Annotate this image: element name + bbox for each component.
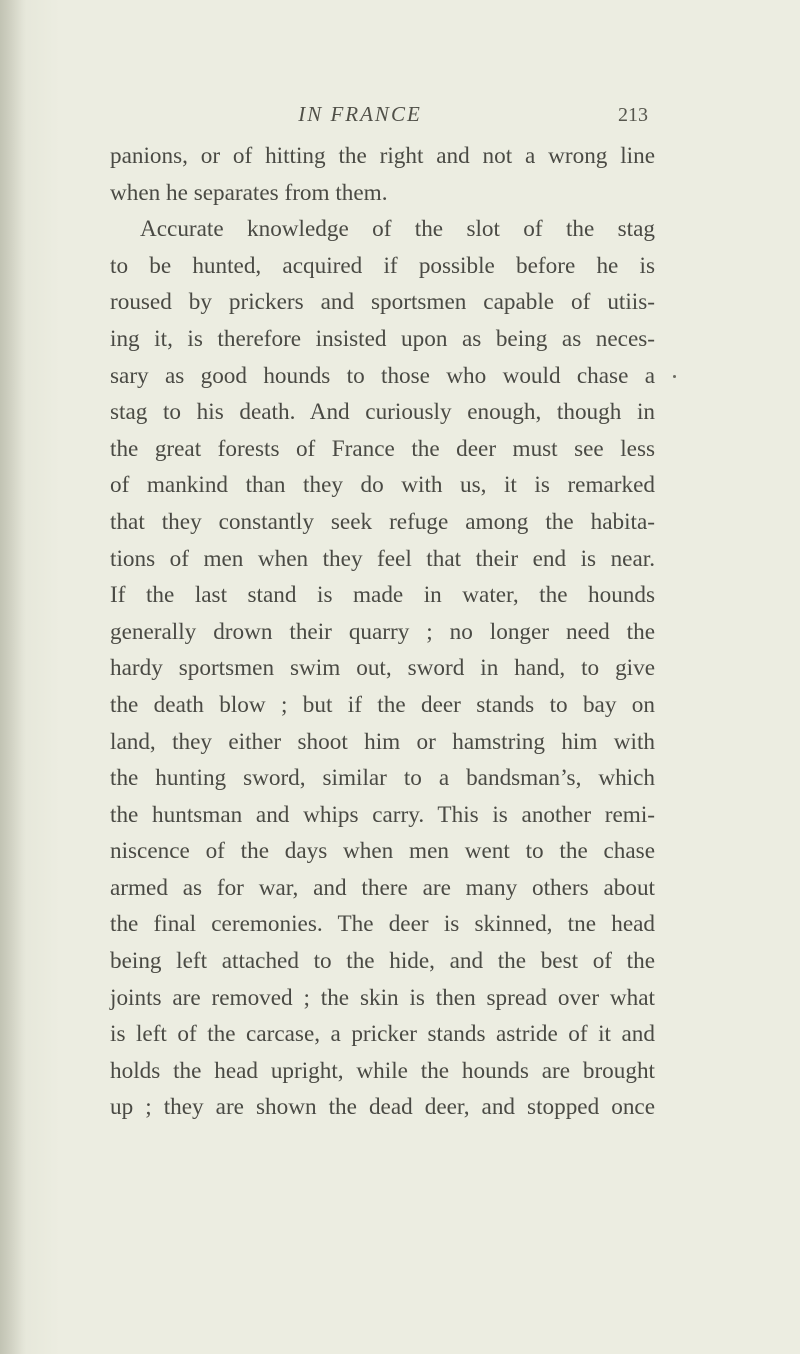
text-line: up ; they are shown the dead deer, and stopped once	[110, 1094, 655, 1121]
text-line: tions of men when they feel that their end is near.	[110, 545, 655, 572]
text-line: holds the head upright, while the hounds are brought	[110, 1057, 655, 1084]
text-line: the hunting sword, similar to a bandsman’s, which	[110, 765, 655, 792]
text-line: If the last stand is made in water, the hounds	[110, 582, 655, 609]
gutter-shadow	[0, 0, 26, 1354]
running-title: IN FRANCE	[298, 102, 422, 126]
text-line: the final ceremonies. The deer is skinned, tne head	[110, 911, 655, 938]
text-line: when he separates from them.	[110, 179, 388, 206]
text-line: armed as for war, and there are many others about	[110, 874, 655, 901]
text-line: stag to his death. And curiously enough, though in	[110, 399, 655, 426]
text-line: roused by prickers and sportsmen capable of utiis-	[110, 289, 655, 316]
ink-speck	[673, 375, 676, 378]
page-number: 213	[618, 104, 648, 126]
text-line: of mankind than they do with us, it is remarked	[110, 472, 655, 499]
text-line: generally drown their quarry ; no longer need the	[110, 618, 655, 645]
text-line: is left of the carcase, a pricker stands astride of it and	[110, 1021, 655, 1048]
text-line: joints are removed ; the skin is then spread over what	[110, 984, 655, 1011]
text-line: Accurate knowledge of the slot of the stag	[140, 216, 655, 243]
text-line: the huntsman and whips carry. This is another remi-	[110, 801, 655, 828]
text-line: sary as good hounds to those who would chase a	[110, 362, 655, 389]
text-line: hardy sportsmen swim out, sword in hand, to give	[110, 655, 655, 682]
text-line: ing it, is therefore insisted upon as being as neces-	[110, 325, 655, 352]
text-line: the death blow ; but if the deer stands to bay on	[110, 691, 655, 718]
text-line: niscence of the days when men went to the chase	[110, 838, 655, 865]
text-line: land, they either shoot him or hamstring him with	[110, 728, 655, 755]
text-line: being left attached to the hide, and the best of the	[110, 948, 655, 975]
text-line: to be hunted, acquired if possible before he is	[110, 252, 655, 279]
text-line: the great forests of France the deer must see less	[110, 435, 655, 462]
text-line: that they constantly seek refuge among the habita-	[110, 508, 655, 535]
text-line: panions, or of hitting the right and not a wrong line	[110, 143, 655, 169]
body-text	[110, 138, 655, 1126]
running-head	[0, 100, 800, 130]
